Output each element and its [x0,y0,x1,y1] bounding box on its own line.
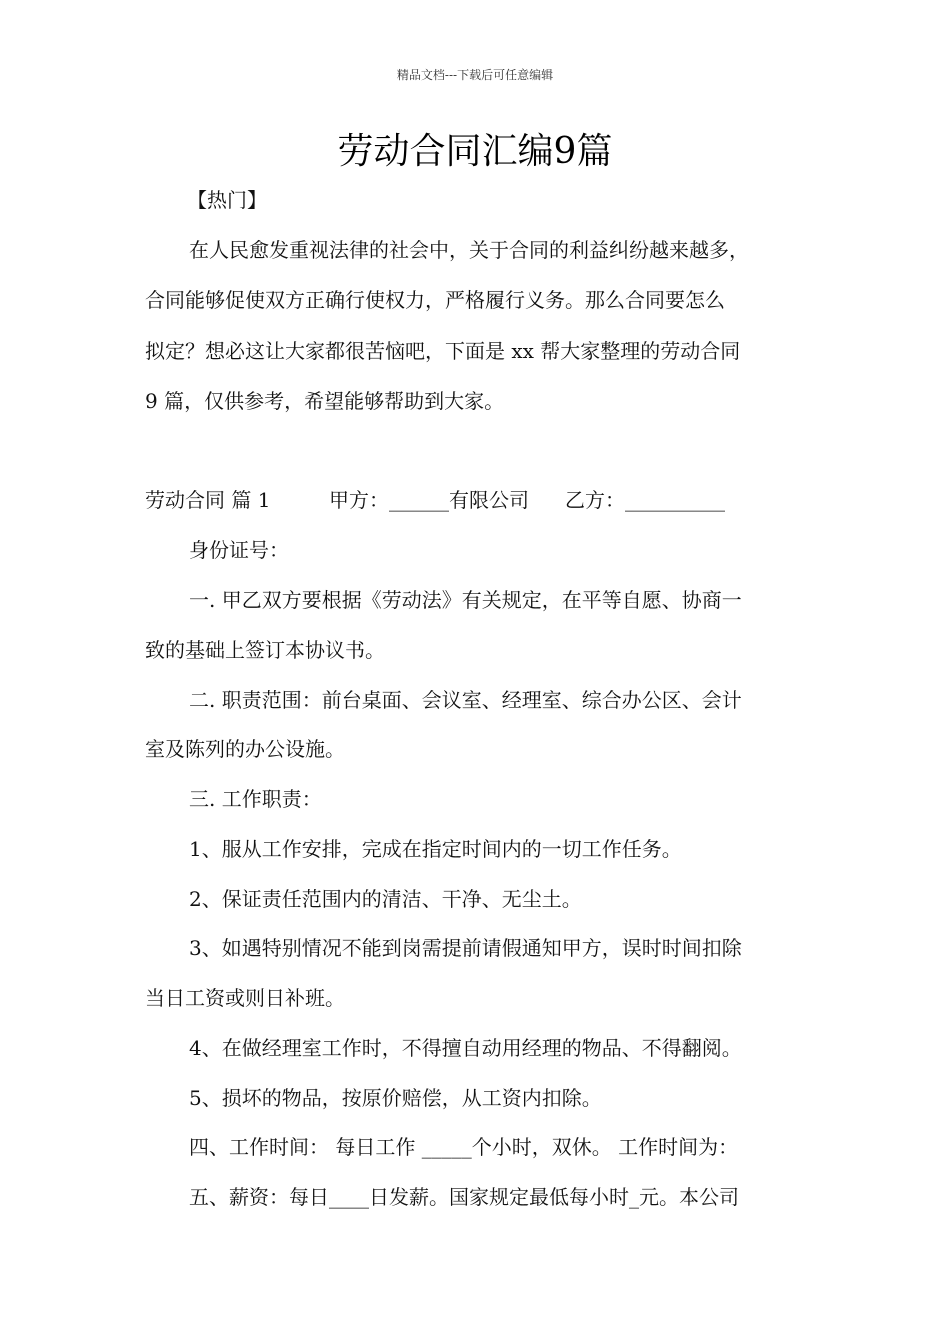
clause-line: 五、薪资：每日____日发薪。国家规定最低每小时_元。本公司 [189,1185,739,1209]
clause-line: 4、在做经理室工作时，不得擅自动用经理的物品、不得翻阅。 [189,1036,742,1060]
clause-line: 三. 工作职责： [189,787,322,811]
party-b-field: 乙方：__________ [565,488,725,512]
clause-line: 室及陈列的办公设施。 [145,737,345,761]
intro-line: 9 篇，仅供参考，希望能够帮助到大家。 [145,389,505,413]
clause-line: 一. 甲乙双方要根据《劳动法》有关规定，在平等自愿、协商一 [189,588,742,612]
clause-line: 二. 职责范围：前台桌面、会议室、经理室、综合办公区、会计 [189,688,742,712]
clause-line: 1、服从工作安排，完成在指定时间内的一切工作任务。 [189,837,682,861]
clause-line: 致的基础上签订本协议书。 [145,638,385,662]
header-note: 精品文档---下载后可任意编辑 [396,68,554,82]
intro-line: 在人民愈发重视法律的社会中，关于合同的利益纠纷越来越多， [189,238,749,262]
intro-line: 拟定？想必这让大家都很苦恼吧，下面是 xx 帮大家整理的劳动合同 [145,339,741,363]
party-a-field: 甲方：______有限公司 [329,488,529,512]
clause-line: 2、保证责任范围内的清洁、干净、无尘土。 [189,887,582,911]
clause-line: 5、损坏的物品，按原价赔偿，从工资内扣除。 [189,1086,602,1110]
clause-line: 四、工作时间： 每日工作 _____个小时，双休。 工作时间为： [189,1135,739,1159]
id-number-field: 身份证号： [189,538,289,562]
clause-line: 3、如遇特别情况不能到岗需提前请假通知甲方，误时时间扣除 [189,936,742,960]
document-title: 劳动合同汇编9篇 [337,131,613,172]
contract-part-label: 劳动合同 篇 1 [145,488,271,512]
clause-line: 当日工资或则日补班。 [145,986,345,1010]
intro-line: 合同能够促使双方正确行使权力，严格履行义务。那么合同要怎么 [145,288,725,312]
hot-tag: 【热门】 [187,188,267,212]
